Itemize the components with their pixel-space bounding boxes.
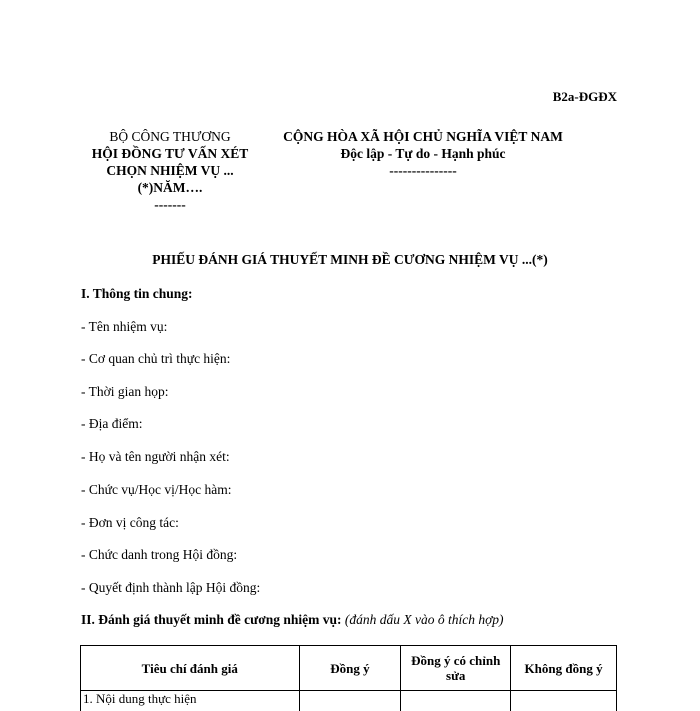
document-title: PHIẾU ĐÁNH GIÁ THUYẾT MINH ĐỀ CƯƠNG NHIỆM VỤ ...(*) xyxy=(80,252,620,268)
field-location: - Địa điểm: xyxy=(81,416,142,432)
right-header-separator: --------------- xyxy=(272,162,574,179)
ministry-name: BỘ CÔNG THƯƠNG xyxy=(80,128,260,145)
ministry-header xyxy=(80,128,260,213)
national-title: CỘNG HÒA XÃ HỘI CHỦ NGHĨA VIỆT NAM xyxy=(272,128,574,145)
field-task-name: - Tên nhiệm vụ: xyxy=(81,319,167,335)
field-reviewer-name: - Họ và tên người nhận xét: xyxy=(81,449,230,465)
field-work-unit: - Đơn vị công tác: xyxy=(81,515,179,531)
table-row xyxy=(81,691,617,711)
national-motto: Độc lập - Tự do - Hạnh phúc xyxy=(272,145,574,162)
evaluation-table xyxy=(80,645,617,711)
section2-note: (đánh dấu X vào ô thích hợp) xyxy=(345,612,504,627)
field-council-role: - Chức danh trong Hội đồng: xyxy=(81,547,237,563)
council-name-line1: HỘI ĐỒNG TƯ VẤN XÉT xyxy=(80,145,260,162)
field-council-decision: - Quyết định thành lập Hội đồng: xyxy=(81,580,260,596)
section2-heading xyxy=(81,612,504,628)
national-header xyxy=(272,128,574,179)
table-header-row xyxy=(81,646,617,691)
header-agree: Đồng ý xyxy=(299,646,401,691)
agree-checkbox-cell[interactable] xyxy=(299,691,401,711)
criteria-cell: 1. Nội dung thực hiện xyxy=(81,691,300,711)
disagree-checkbox-cell[interactable] xyxy=(511,691,617,711)
form-code: B2a-ĐGĐX xyxy=(553,89,617,105)
agree-with-edits-checkbox-cell[interactable] xyxy=(401,691,511,711)
header-agree-with-edits: Đồng ý có chỉnh sửa xyxy=(401,646,511,691)
section1-heading: I. Thông tin chung: xyxy=(81,286,193,302)
council-year: (*)NĂM…. xyxy=(80,179,260,196)
left-header-separator: ------- xyxy=(80,196,260,213)
council-name-line2: CHỌN NHIỆM VỤ ... xyxy=(80,162,260,179)
header-criteria: Tiêu chí đánh giá xyxy=(81,646,300,691)
header-disagree: Không đồng ý xyxy=(511,646,617,691)
field-meeting-time: - Thời gian họp: xyxy=(81,384,169,400)
field-lead-agency: - Cơ quan chủ trì thực hiện: xyxy=(81,351,230,367)
field-position: - Chức vụ/Học vị/Học hàm: xyxy=(81,482,232,498)
section2-heading-text: II. Đánh giá thuyết minh đề cương nhiệm vụ: xyxy=(81,612,342,627)
